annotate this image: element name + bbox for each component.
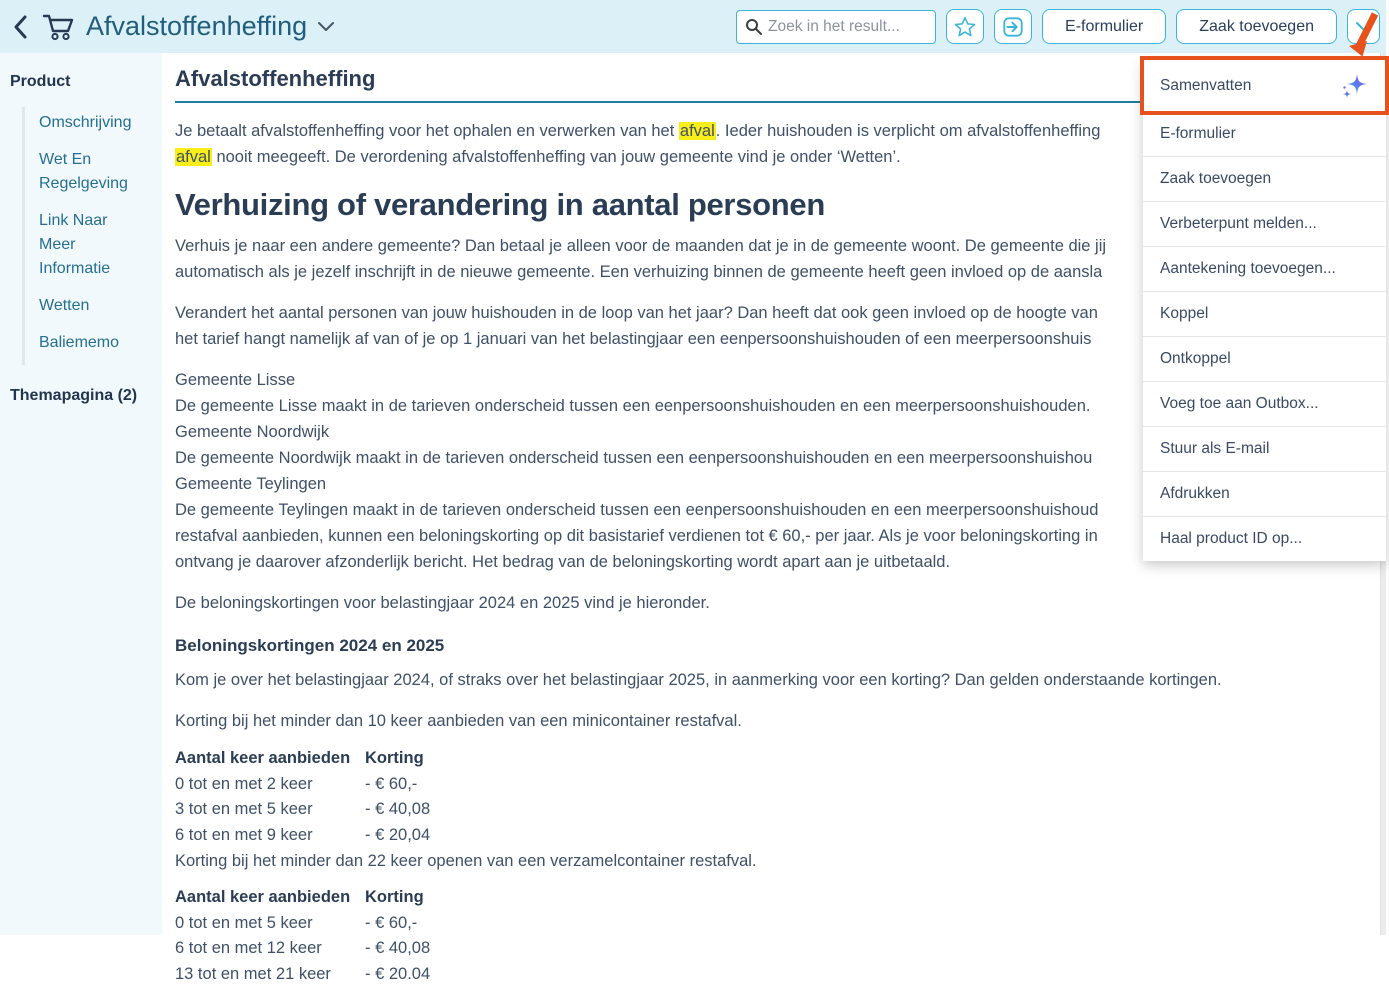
menu-item-ontkoppel[interactable] (1143, 336, 1386, 381)
menu-item-label: Samenvatten (1160, 77, 1251, 95)
menu-item-label: Zaak toevoegen (1160, 170, 1271, 188)
paragraph-line: Gemeente Teylingen (175, 471, 1380, 497)
menu-item-label: E-formulier (1160, 125, 1236, 143)
section-heading: Verhuizing of verandering in aantal personen (175, 187, 1380, 223)
menu-item-haal-product-id-op[interactable] (1143, 516, 1386, 561)
table-header-row (175, 885, 1380, 911)
table-row (175, 797, 1380, 823)
paragraph-line: Gemeente Lisse (175, 367, 1380, 393)
sidebar-item-wetten[interactable]: Wetten (39, 294, 145, 318)
sidebar-item-baliememo[interactable]: Baliememo (39, 331, 145, 355)
more-actions-button[interactable] (1347, 9, 1380, 44)
menu-item-label: Koppel (1160, 305, 1208, 323)
menu-item-label: Verbeterpunt melden... (1160, 215, 1317, 233)
menu-item-voeg-toe-aan-outbox[interactable] (1143, 381, 1386, 426)
sidebar-section-product: Product (10, 73, 162, 91)
cart-icon (42, 12, 76, 42)
paragraph-line: Kom je over het belastingjaar 2024, of straks over het belastingjaar 2025, in aanmerking voor een korting? Dan gelden onderstaande kortingen. (175, 667, 1380, 693)
search-box[interactable] (736, 10, 936, 44)
table-cell: - € 40,08 (365, 797, 430, 823)
table-row (175, 936, 1380, 962)
menu-item-label: Ontkoppel (1160, 350, 1231, 368)
table-row (175, 911, 1380, 937)
paragraph-line: De gemeente Teylingen maakt in de tarieven onderscheid tussen een eenpersoonshuishouden en een meerpersoonshuishoud (175, 497, 1380, 523)
table-cell: - € 60,- (365, 911, 417, 937)
table-header-cell: Korting (365, 746, 424, 772)
table-cell: - € 20,04 (365, 823, 430, 849)
table-row (175, 772, 1380, 798)
menu-item-afdrukken[interactable] (1143, 471, 1386, 516)
table-row (175, 823, 1380, 849)
paragraph-line: ontvang je daarover afzonderlijk bericht. Het bedrag van de beloningskorting wordt apart aan je uitbetaald. (175, 549, 1380, 575)
paragraph-line: het tarief hangt namelijk af van of je op 1 januari van het belastingjaar een eenpersoonshuishouden of een meerpersoonshuis (175, 326, 1380, 352)
highlight-afval: afval (679, 122, 716, 140)
sidebar-item-wet-en-regelgeving[interactable]: Wet En Regelgeving (39, 148, 145, 196)
menu-item-samenvatten[interactable] (1143, 60, 1386, 111)
eformulier-button-label: E-formulier (1065, 18, 1143, 36)
paragraph-line: Korting bij het minder dan 10 keer aanbieden van een minicontainer restafval. (175, 708, 1380, 734)
chevron-down-icon (1355, 21, 1373, 32)
paragraph-line: De gemeente Noordwijk maakt in de tarieven onderscheid tussen een eenpersoonshuishouden en een meerpersoonshuishou (175, 445, 1380, 471)
sidebar-product-items (22, 107, 162, 365)
table-cell: 6 tot en met 9 keer (175, 823, 365, 849)
menu-item-stuur-als-email[interactable] (1143, 426, 1386, 471)
table-cell: 6 tot en met 12 keer (175, 936, 365, 962)
intro-text: . Ieder huishouden is verplicht om afvalstoffenheffing (716, 122, 1101, 140)
paragraph-line: restafval aanbieden, kunnen een beloningskorting op dit basistarief verdienen tot € 60,- per jaar. Als je voor beloningskorting in (175, 523, 1380, 549)
menu-item-koppel[interactable] (1143, 291, 1386, 336)
table-cell: 13 tot en met 21 keer (175, 962, 365, 987)
content-title: Afvalstoffenheffing (175, 66, 1380, 92)
paragraph-line: Verandert het aantal personen van jouw huishouden in de loop van het jaar? Dan heeft dat ook geen invloed op de hoogte van (175, 300, 1380, 326)
table-cell: 3 tot en met 5 keer (175, 797, 365, 823)
paragraph-line: Verhuis je naar een andere gemeente? Dan betaal je alleen voor de maanden dat je in de gemeente woont. De gemeente die jij (175, 233, 1380, 259)
actions-dropdown-menu (1143, 60, 1386, 561)
sparkle-icon (1339, 71, 1369, 101)
paragraph-minicontainer (175, 708, 1380, 734)
top-bar-actions (736, 9, 1386, 44)
eformulier-button[interactable] (1042, 9, 1166, 44)
zaak-toevoegen-button-label: Zaak toevoegen (1199, 18, 1314, 36)
sidebar-section-themapagina[interactable]: Themapagina (2) (10, 387, 162, 405)
table-header-cell: Aantal keer aanbieden (175, 885, 365, 911)
open-in-button[interactable] (994, 9, 1032, 44)
table-row (175, 962, 1380, 987)
top-bar (0, 0, 1386, 53)
menu-item-aantekening-toevoegen[interactable] (1143, 246, 1386, 291)
table-cell: 0 tot en met 5 keer (175, 911, 365, 937)
search-icon (745, 18, 762, 35)
menu-item-zaak-toevoegen[interactable] (1143, 156, 1386, 201)
highlight-afval: afval (175, 148, 212, 166)
back-icon[interactable] (10, 14, 32, 40)
menu-item-label: Stuur als E-mail (1160, 440, 1269, 458)
paragraph-line: automatisch als je jezelf inschrijft in de nieuwe gemeente. Een verhuizing binnen de gemeente heeft geen invloed op de aansla (175, 259, 1380, 285)
korting-table-1 (175, 746, 1380, 874)
menu-item-label: Afdrukken (1160, 485, 1230, 503)
paragraph-line: Korting bij het minder dan 22 keer openen van een verzamelcontainer restafval. (175, 848, 1380, 874)
intro-text: Je betaalt afvalstoffenheffing voor het ophalen en verwerken van het (175, 122, 679, 140)
paragraph-line: De gemeente Lisse maakt in de tarieven onderscheid tussen een eenpersoonshuishouden en een meerpersoonshuishouden. (175, 393, 1380, 419)
star-icon (954, 16, 976, 37)
subsection-heading: Beloningskortingen 2024 en 2025 (175, 633, 1380, 659)
search-input[interactable] (768, 18, 927, 36)
sidebar (0, 53, 162, 935)
menu-item-label: Voeg toe aan Outbox... (1160, 395, 1319, 413)
table-header-cell: Korting (365, 885, 424, 911)
menu-item-eformulier[interactable] (1143, 111, 1386, 156)
menu-item-label: Aantekening toevoegen... (1160, 260, 1336, 278)
intro-text: nooit meegeeft. De verordening afvalstoffenheffing van jouw gemeente vind je onder ‘Wetten’. (212, 148, 901, 166)
top-bar-left (0, 11, 736, 42)
menu-item-verbeterpunt-melden[interactable] (1143, 201, 1386, 246)
table-cell: - € 40,08 (365, 936, 430, 962)
paragraph-hieronder (175, 590, 1380, 616)
zaak-toevoegen-button[interactable] (1176, 9, 1337, 44)
table-cell: - € 60,- (365, 772, 417, 798)
table-header-row (175, 746, 1380, 772)
paragraph-line: Gemeente Noordwijk (175, 419, 1380, 445)
table-cell: 0 tot en met 2 keer (175, 772, 365, 798)
sidebar-item-link-naar-meer-informatie[interactable]: Link Naar Meer Informatie (39, 209, 145, 281)
open-in-icon (1002, 16, 1024, 38)
table-cell: - € 20.04 (365, 962, 430, 987)
table-header-cell: Aantal keer aanbieden (175, 746, 365, 772)
title-chevron-down-icon[interactable] (317, 21, 335, 33)
paragraph-line: De beloningskortingen voor belastingjaar 2024 en 2025 vind je hieronder. (175, 590, 1380, 616)
menu-item-label: Haal product ID op... (1160, 530, 1302, 548)
paragraph-kortingen (175, 667, 1380, 693)
page-title: Afvalstoffenheffing (86, 11, 307, 42)
sidebar-item-omschrijving[interactable]: Omschrijving (39, 111, 145, 135)
favorite-button[interactable] (946, 9, 984, 44)
korting-table-2 (175, 885, 1380, 987)
